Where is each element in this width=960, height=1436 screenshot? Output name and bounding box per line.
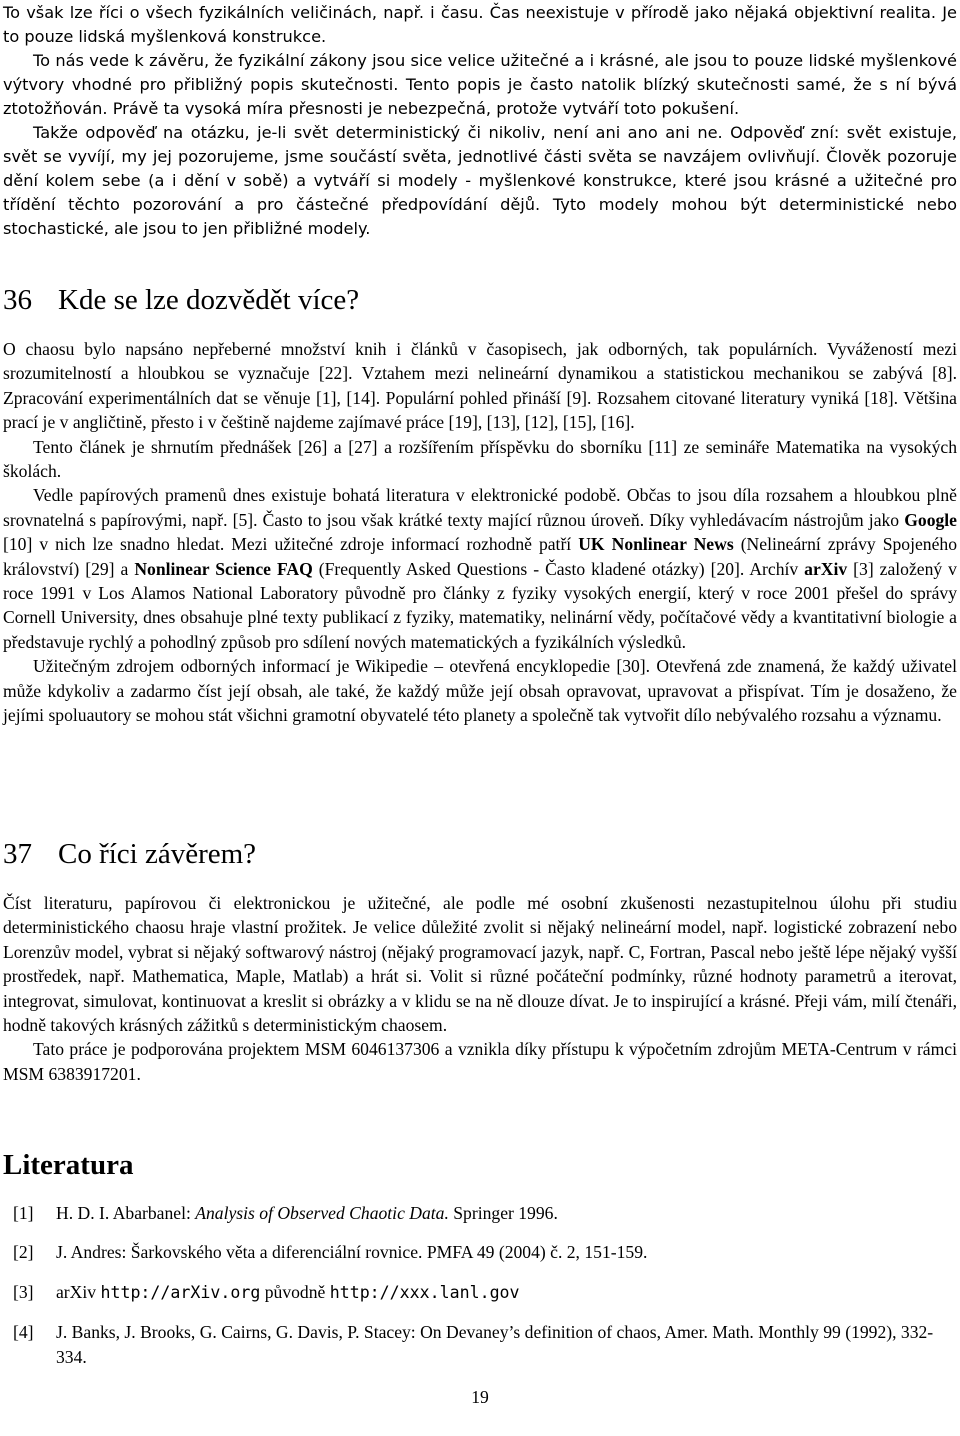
section-37 bbox=[3, 837, 957, 1086]
section-heading bbox=[3, 837, 957, 871]
bibliography-heading: Literatura bbox=[3, 1149, 134, 1181]
reference-text: arXiv http://arXiv.org původně http://xxx.lanl.gov bbox=[56, 1281, 520, 1302]
intro-paragraph-3: Takže odpověď na otázku, je-li svět deterministický či nikoliv, není ani ano ani ne. Odpověď zní: svět existuje, svět se vyvíjí, my jej pozorujeme, jsme součástí světa, jednotlivé části světa se navzájem ovlivňují. Člověk pozoruje dění kolem sebe (a i dění v sobě) a vytváří si modely - myšlenkové konstrukce, které jsou krásné a užitečné pro třídění těchto pozorování a pro částečné předpovídání dějů. Tyto modely mohou být deterministické nebo stochastické, ale jsou to jen přibližné modely. bbox=[3, 123, 957, 238]
reference-key: [3] bbox=[13, 1281, 34, 1302]
reference-key: [4] bbox=[13, 1322, 34, 1343]
section-36-paragraph-1: O chaosu bylo napsáno nepřeberné množství knih i článků v časopisech, jak odborných, tak populárních. Vyvážeností mezi srozumitelností a hloubkou se vyznačuje [22]. Vztahem mezi nelineární dynamikou a statistickou mechanikou se zabývá [8]. Zpracování experimentálních dat se věnuje [1], [14]. Populární pohled přináší [9]. Rozsahem citované literatury vyniká [18]. Většina prací je v angličtině, přesto i v češtině najdeme zajímavé práce [19], [13], [12], [15], [16]. bbox=[3, 339, 957, 433]
nonlinear-science-faq-bold: Nonlinear Science FAQ bbox=[134, 558, 313, 579]
reference-item bbox=[3, 1320, 957, 1369]
reference-url[interactable]: http://xxx.lanl.gov bbox=[329, 1282, 520, 1302]
section-36 bbox=[3, 283, 957, 728]
arxiv-bold: arXiv bbox=[804, 558, 848, 579]
page-number: 19 bbox=[471, 1387, 489, 1407]
reference-text: H. D. I. Abarbanel: Analysis of Observed Chaotic Data. Springer 1996. bbox=[56, 1203, 558, 1223]
reference-key: [2] bbox=[13, 1242, 34, 1263]
uk-nonlinear-news-bold: UK Nonlinear News bbox=[578, 534, 734, 555]
section-number: 36 bbox=[3, 284, 32, 316]
section-36-paragraph-3: Vedle papírových pramenů dnes existuje bohatá literatura v elektronické podobě. Občas to jsou díla rozsahem a hloubkou plně srovnatelná s papírovými, např. [5]. Často to jsou však krátké texty mající různou úroveň. Díky vyhledávacím nástrojům jako Google [10] v nich lze snadno hledat. Mezi užitečné zdroje informací rozhodně patří UK Nonlinear News (Nelineární zprávy Spojeného království) [29] a Nonlinear Science FAQ (Frequently Asked Questions - Často kladené otázky) [20]. Archív arXiv [3] založený v roce 1991 v Los Alamos National Laboratory původně pro články z fyziky vysokých energií, který v roce 2001 přešel do správy Cornell University, dnes obsahuje plné texty publikací z fyziky, matematiky, nelinární vědy, počítačové vědy a kvantitativní biologie a představuje rychlý a pohodlný způsob pro sdílení nových matematických a fyzikálních výsledků. bbox=[3, 485, 957, 652]
section-heading bbox=[3, 283, 957, 317]
intro-paragraph-2: To nás vede k závěru, že fyzikální zákony jsou sice velice užitečné a i krásné, ale jsou to pouze lidské myšlenkové výtvory vhodné pro přibližný popis skutečnosti. Tento popis je často natolik blízký skutečnosti samé, že s ní bývá ztotožňován. Právě ta vysoká míra přesnosti je nebezpečná, protože vytváří toto pokušení. bbox=[3, 51, 957, 118]
section-36-paragraph-2: Tento článek je shrnutím přednášek [26] a [27] a rozšířením příspěvku do sborníku [11] ze semináře Matematika na vysokých školách. bbox=[3, 436, 957, 482]
section-title: Co říci závěrem? bbox=[58, 838, 257, 870]
reference-item bbox=[3, 1280, 957, 1305]
reference-text: J. Banks, J. Brooks, G. Cairns, G. Davis, P. Stacey: On Devaney’s definition of chaos, Amer. Math. Monthly 99 (1992), 332-334. bbox=[56, 1322, 934, 1367]
section-36-paragraph-4: Užitečným zdrojem odborných informací je Wikipedie – otevřená encyklopedie [30]. Otevřená zde znamená, že každý uživatel může kdykoliv a zadarmo číst její obsah, ale také, že každý může její obsah opravovat, upravovat a přispívat. Tím je dosaženo, že jejími spoluautory se mohou stát všichni gramotní obyvatelé této planety a společně tak vytvořit dílo nebývalého rozsahu a významu. bbox=[3, 656, 957, 726]
bibliography bbox=[3, 1148, 957, 1369]
google-bold: Google bbox=[904, 509, 957, 530]
section-number: 37 bbox=[3, 838, 32, 870]
intro-paragraph-1: To však lze říci o všech fyzikálních veličinách, např. i času. Čas neexistuje v přírodě jako nějaká objektivní realita. Je to pouze lidská myšlenková konstrukce. bbox=[3, 3, 957, 46]
section-title: Kde se lze dozvědět více? bbox=[58, 284, 360, 316]
reference-text: J. Andres: Šarkovského věta a diferenciální rovnice. PMFA 49 (2004) č. 2, 151-159. bbox=[56, 1242, 648, 1263]
reference-item bbox=[3, 1201, 957, 1225]
reference-url[interactable]: http://arXiv.org bbox=[100, 1282, 261, 1302]
section-37-paragraph-2: Tato práce je podporována projektem MSM 6046137306 a vznikla díky přístupu k výpočetním zdrojům META-Centrum v rámci MSM 6383917201. bbox=[3, 1039, 957, 1084]
reference-key: [1] bbox=[13, 1203, 34, 1223]
section-37-paragraph-1: Číst literaturu, papírovou či elektronickou je užitečné, ale podle mé osobní zkušenosti nezastupitelnou úlohu při studiu deterministického chaosu hraje vlastní prožitek. Je velice důležité zvolit si nějaký nelineární model, např. logistické zobrazení nebo Lorenzův model, vybrat si nějaký softwarový nástroj (nějaký programovací jazyk, např. C, Fortran, Pascal nebo ještě lépe nějaký vyšší prostředek, např. Mathematica, Maple, Matlab) a hrát si. Volit si různé počáteční podmínky, různé hodnoty parametrů a iterovat, integrovat, simulovat, kontinuovat a kreslit si obrázky a v klidu se na ně dlouze dívat. Je to inspirující a krásné. Přeji vám, milí čtenáři, hodně takových krásných zážitků s deterministickým chaosem. bbox=[3, 893, 957, 1036]
reference-item bbox=[3, 1240, 957, 1264]
intro-block bbox=[3, 1, 957, 241]
